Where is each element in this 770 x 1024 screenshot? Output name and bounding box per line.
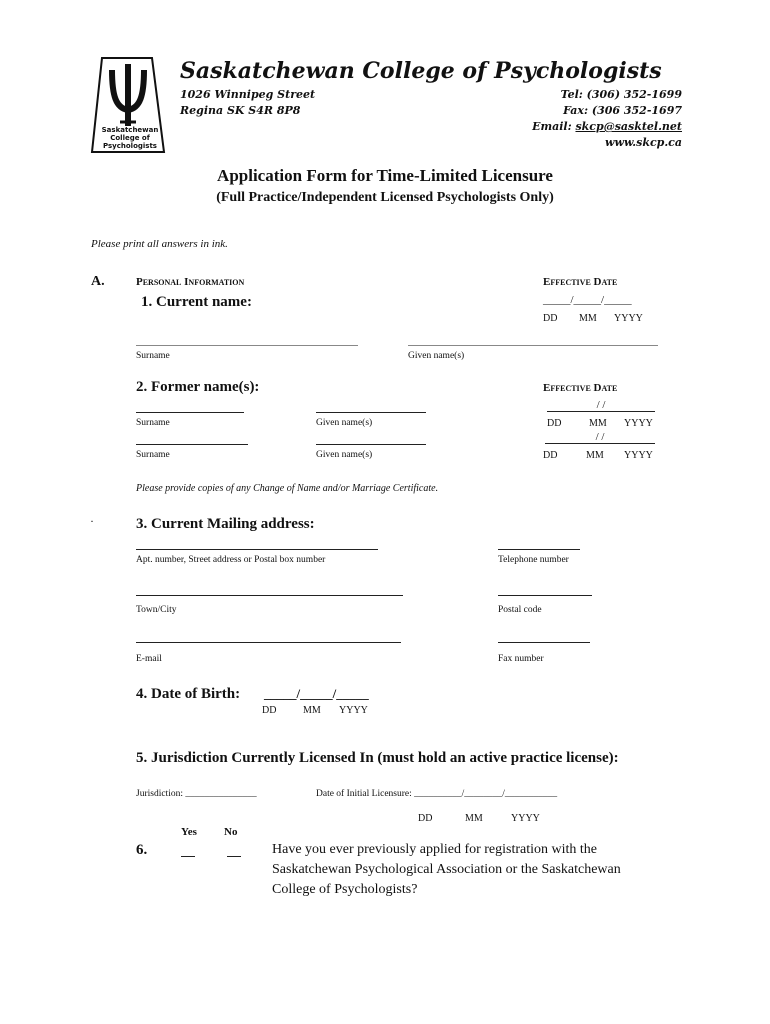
surname-label: Surname bbox=[136, 418, 170, 428]
former-date-field-2[interactable]: / / bbox=[545, 431, 655, 444]
no-answer-field[interactable] bbox=[227, 856, 241, 857]
question-4-label: 4. Date of Birth: bbox=[136, 686, 241, 702]
dd-label: DD bbox=[262, 705, 277, 716]
question-5-label: 5. Jurisdiction Currently Licensed In (must hold an active practice license): bbox=[136, 750, 619, 766]
yyyy-label: YYYY bbox=[511, 813, 540, 824]
bullet-mark: · bbox=[90, 514, 94, 528]
question-3-label: 3. Current Mailing address: bbox=[136, 516, 315, 532]
question-6-text: Have you ever previously applied for registration with the Saskatchewan Psychological Association or the Saskatchewan College of Psychologists? bbox=[272, 842, 621, 897]
mm-label: MM bbox=[579, 313, 597, 324]
logo-text-line: Saskatchewan bbox=[101, 126, 159, 134]
fax-label: Fax number bbox=[498, 654, 544, 664]
yes-answer-field[interactable] bbox=[181, 856, 195, 857]
surname-label: Surname bbox=[136, 450, 170, 460]
dd-label: DD bbox=[547, 418, 562, 429]
former-surname-field-2[interactable] bbox=[136, 444, 248, 445]
dd-label: DD bbox=[418, 813, 433, 824]
website: www.skcp.ca bbox=[605, 136, 682, 149]
effective-date-field[interactable]: _____/_____/_____ bbox=[543, 294, 632, 306]
address-line-2: Regina SK S4R 8P8 bbox=[180, 104, 301, 117]
former-given-field-1[interactable] bbox=[316, 412, 426, 413]
effective-date-label-2: Effective Date bbox=[543, 382, 618, 394]
former-date-field-1[interactable]: / / bbox=[547, 399, 655, 412]
name-change-note: Please provide copies of any Change of Name and/or Marriage Certificate. bbox=[136, 483, 439, 494]
form-title: Application Form for Time-Limited Licensure bbox=[217, 166, 553, 185]
street-address-label: Apt. number, Street address or Postal box number bbox=[136, 555, 326, 565]
yyyy-label: YYYY bbox=[339, 705, 368, 716]
current-surname-field[interactable] bbox=[136, 345, 358, 346]
street-address-field[interactable] bbox=[136, 549, 378, 550]
given-name-label: Given name(s) bbox=[316, 418, 373, 428]
telephone: Tel: (306) 352-1699 bbox=[560, 88, 682, 101]
former-surname-field-1[interactable] bbox=[136, 412, 244, 413]
dd-label: DD bbox=[543, 313, 558, 324]
instruction: Please print all answers in ink. bbox=[91, 238, 228, 250]
email-link[interactable]: skcp@sasktel.net bbox=[575, 120, 682, 133]
surname-label: Surname bbox=[136, 351, 170, 361]
email-label: Email: bbox=[532, 120, 572, 133]
yyyy-label: YYYY bbox=[614, 313, 643, 324]
fax-field[interactable] bbox=[498, 642, 590, 643]
fax: Fax: (306 352-1697 bbox=[563, 104, 682, 117]
former-given-field-2[interactable] bbox=[316, 444, 426, 445]
mm-label: MM bbox=[303, 705, 321, 716]
given-name-label: Given name(s) bbox=[316, 450, 373, 460]
postal-code-label: Postal code bbox=[498, 605, 542, 615]
email-label: E-mail bbox=[136, 654, 162, 664]
logo-text-line: College of bbox=[110, 134, 150, 142]
yes-column-label: Yes bbox=[181, 826, 197, 838]
no-column-label: No bbox=[224, 826, 238, 838]
logo bbox=[90, 56, 166, 154]
mm-label: MM bbox=[586, 450, 604, 461]
town-label: Town/City bbox=[136, 605, 177, 615]
telephone-field[interactable] bbox=[498, 549, 580, 550]
email-field[interactable] bbox=[136, 642, 401, 643]
given-name-label: Given name(s) bbox=[408, 351, 465, 361]
org-name: Saskatchewan College of Psychologists bbox=[180, 58, 662, 84]
effective-date-label: Effective Date bbox=[543, 276, 618, 288]
logo-text-line: Psychologists bbox=[103, 142, 157, 150]
section-letter: A. bbox=[91, 274, 105, 289]
mm-label: MM bbox=[589, 418, 607, 429]
address-line-1: 1026 Winnipeg Street bbox=[180, 88, 316, 101]
telephone-label: Telephone number bbox=[498, 555, 569, 565]
question-1-label: 1. Current name: bbox=[141, 294, 252, 310]
initial-licensure-field[interactable]: Date of Initial Licensure: __________/________/___________ bbox=[316, 789, 558, 799]
email-row bbox=[532, 120, 682, 133]
question-2-label: 2. Former name(s): bbox=[136, 379, 260, 395]
yyyy-label: YYYY bbox=[624, 418, 653, 429]
form-subtitle: (Full Practice/Independent Licensed Psychologists Only) bbox=[216, 190, 554, 205]
question-6-number: 6. bbox=[136, 842, 148, 858]
postal-code-field[interactable] bbox=[498, 595, 592, 596]
section-heading: Personal Information bbox=[136, 276, 245, 288]
birth-date-field[interactable]: _____/_____/_____ bbox=[264, 686, 369, 701]
yyyy-label: YYYY bbox=[624, 450, 653, 461]
jurisdiction-field[interactable]: Jurisdiction: _______________ bbox=[136, 789, 257, 799]
town-field[interactable] bbox=[136, 595, 403, 596]
dd-label: DD bbox=[543, 450, 558, 461]
current-given-field[interactable] bbox=[408, 345, 658, 346]
mm-label: MM bbox=[465, 813, 483, 824]
